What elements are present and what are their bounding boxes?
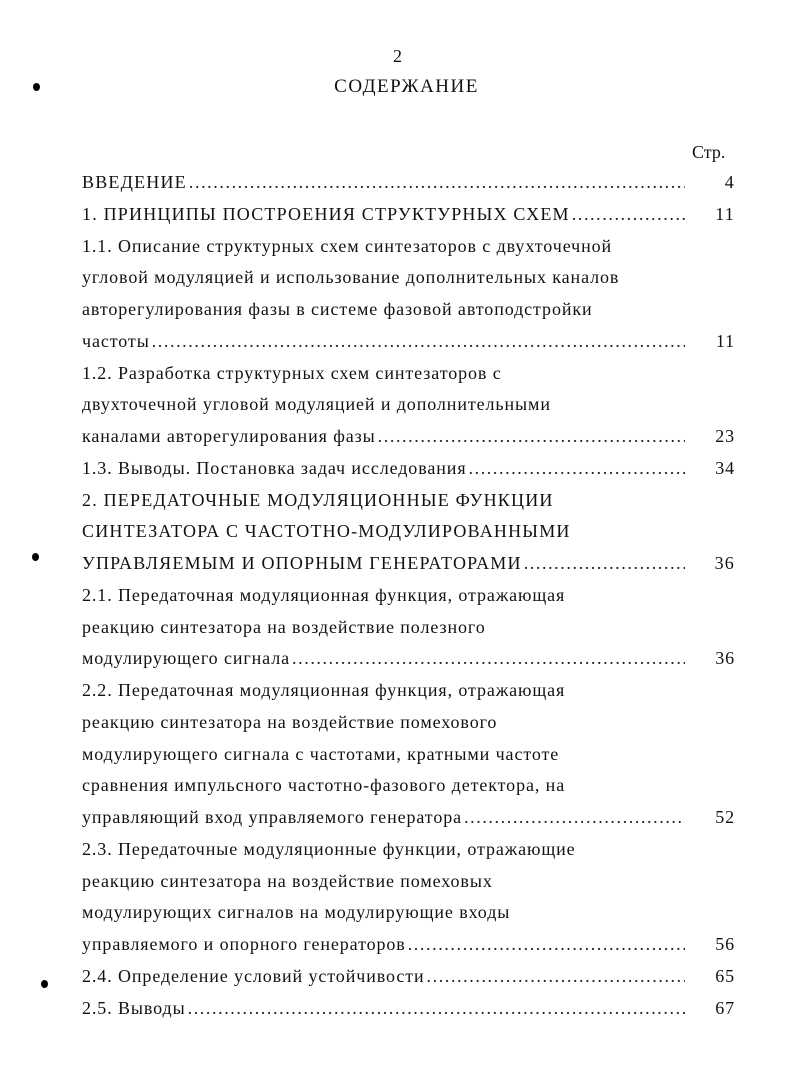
toc-entry-text: каналами авторегулирования фазы xyxy=(82,426,376,446)
toc-entry-page: 11 xyxy=(715,203,735,224)
toc-entry-text: 1. ПРИНЦИПЫ ПОСТРОЕНИЯ СТРУКТУРНЫХ СХЕМ xyxy=(82,203,570,224)
toc-entry-page: 23 xyxy=(715,426,735,446)
toc-leader-dots xyxy=(464,807,685,828)
toc-leader-dots xyxy=(292,648,685,669)
toc-leader-dots xyxy=(189,172,685,193)
page-number: 2 xyxy=(393,46,402,66)
toc-entry-page: 65 xyxy=(715,965,735,986)
toc-entry-page: 36 xyxy=(715,648,735,669)
toc-entry xyxy=(82,490,735,520)
toc-entry xyxy=(82,426,735,456)
toc-entry xyxy=(82,363,735,393)
toc-entry-text: модулирующего сигнала с частотами, кратными частоте xyxy=(82,743,560,764)
toc-entry-text: 1.2. Разработка структурных схем синтезаторов с xyxy=(82,362,502,383)
page-title: СОДЕРЖАНИЕ xyxy=(334,76,479,97)
toc-entry xyxy=(82,331,735,361)
toc-entry xyxy=(82,712,735,742)
toc-entry-page: 36 xyxy=(714,553,735,573)
toc-entry-text: ВВЕДЕНИЕ xyxy=(82,172,187,192)
toc-entry-text: 1.3. Выводы. Постановка задач исследования xyxy=(82,457,467,478)
toc-leader-dots xyxy=(408,934,685,955)
toc-entry-text: частоты xyxy=(82,330,150,351)
toc-entry xyxy=(82,775,735,805)
scan-speck xyxy=(32,553,39,561)
toc-entry-text: УПРАВЛЯЕМЫМ И ОПОРНЫМ ГЕНЕРАТОРАМИ xyxy=(82,553,522,573)
toc-entry-text: 2.1. Передаточная модуляционная функция, отражающая xyxy=(82,584,566,605)
toc-entry-text: СИНТЕЗАТОРА С ЧАСТОТНО-МОДУЛИРОВАННЫМИ xyxy=(82,521,571,542)
toc-entry xyxy=(82,680,735,710)
toc-entry xyxy=(82,871,735,901)
toc-entry xyxy=(82,204,735,234)
toc-entry xyxy=(82,934,735,964)
toc-entry-page: 4 xyxy=(724,172,735,192)
toc-entry-page: 52 xyxy=(715,807,735,827)
toc-entry-text: двухточечной угловой модуляцией и дополнительными xyxy=(82,394,551,415)
toc-entry-text: модулирующего сигнала xyxy=(82,648,291,669)
toc-entry xyxy=(82,521,735,551)
toc-entry xyxy=(82,172,735,202)
toc-entry-text: 2.2. Передаточная модуляционная функция, отражающая xyxy=(82,680,566,700)
toc-entry xyxy=(82,394,735,424)
toc-entry xyxy=(82,902,735,932)
toc-entry-text: сравнения импульсного частотно-фазового детектора, на xyxy=(82,775,566,796)
toc-leader-dots xyxy=(152,331,685,352)
toc-entry xyxy=(82,839,735,869)
toc-entry-page: 67 xyxy=(715,997,735,1018)
toc-entry-text: 2.5. Выводы xyxy=(82,997,186,1018)
toc-entry-text: модулирующих сигналов на модулирующие входы xyxy=(82,902,511,923)
toc-entry-text: реакцию синтезатора на воздействие помеховых xyxy=(82,870,493,891)
toc-entry-page: 11 xyxy=(715,330,735,351)
toc-leader-dots xyxy=(427,966,685,987)
toc-entry xyxy=(82,267,735,297)
toc-entry xyxy=(82,648,735,678)
toc-entry-text: управляющий вход управляемого генератора xyxy=(82,807,463,827)
toc-leader-dots xyxy=(378,426,685,447)
toc-entry xyxy=(82,807,735,837)
toc-entry xyxy=(82,617,735,647)
toc-entry xyxy=(82,744,735,774)
toc-entry-text: 1.1. Описание структурных схем синтезаторов с двухточечной xyxy=(82,235,613,256)
toc-entry xyxy=(82,458,735,488)
toc-entry-text: 2.4. Определение условий устойчивости xyxy=(82,965,425,986)
toc-leader-dots xyxy=(572,204,685,225)
scan-speck xyxy=(41,980,48,988)
toc-entry-page: 34 xyxy=(715,457,735,478)
toc-entry xyxy=(82,585,735,615)
toc-entry-text: 2.3. Передаточные модуляционные функции, отражающие xyxy=(82,838,576,859)
toc-leader-dots xyxy=(188,998,685,1019)
toc-entry xyxy=(82,998,735,1028)
toc-entry xyxy=(82,553,735,583)
toc-entry-text: реакцию синтезатора на воздействие помехового xyxy=(82,711,498,732)
toc-entry-text: угловой модуляцией и использование дополнительных каналов xyxy=(82,267,620,288)
toc-leader-dots xyxy=(469,458,686,479)
toc-entry-text: управляемого и опорного генераторов xyxy=(82,934,406,954)
toc-entry-text: реакцию синтезатора на воздействие полезного xyxy=(82,616,486,637)
toc-leader-dots xyxy=(524,553,685,574)
toc-entry-text: авторегулирования фазы в системе фазовой автоподстройки xyxy=(82,299,593,319)
toc-entry-page: 56 xyxy=(715,934,735,954)
toc-entry-text: 2. ПЕРЕДАТОЧНЫЕ МОДУЛЯЦИОННЫЕ ФУНКЦИИ xyxy=(82,489,554,510)
scan-speck xyxy=(33,83,40,91)
toc-entry xyxy=(82,966,735,996)
page-column-header: Стр. xyxy=(692,142,726,162)
toc-entry xyxy=(82,299,735,329)
toc-entry xyxy=(82,236,735,266)
